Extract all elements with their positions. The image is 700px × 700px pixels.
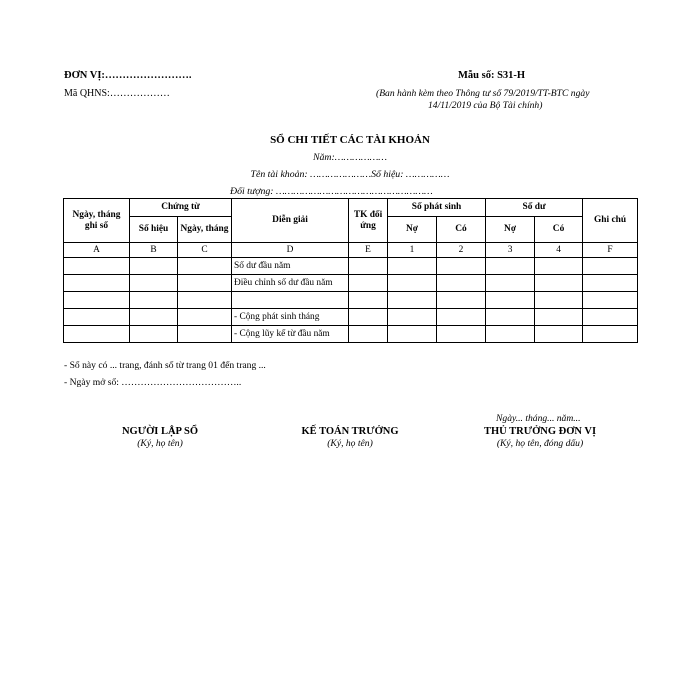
year-line: Năm:………………	[312, 152, 388, 163]
signature-hint: (Ký, họ tên)	[137, 438, 183, 449]
signature-hint: (Ký, họ tên, đóng dấu)	[496, 438, 584, 449]
ledger-table	[63, 198, 638, 343]
row-description: Số dư đầu năm	[232, 258, 349, 275]
header-balance-debit: Nợ	[486, 217, 535, 243]
object-line: Đối tượng: ………………………………………………	[230, 186, 433, 197]
column-code: A	[64, 243, 130, 258]
header-description: Diễn giải	[232, 199, 349, 243]
row-description: - Cộng lũy kế từ đầu năm	[232, 326, 349, 343]
header-date: Ngày, tháng ghi sổ	[64, 199, 130, 243]
signature-preparer	[60, 426, 260, 449]
column-code-row	[64, 243, 638, 258]
column-code: D	[232, 243, 349, 258]
pages-note: - Sổ này có ... trang, đánh số từ trang 01 đến trang ...	[64, 360, 266, 371]
column-code: F	[583, 243, 638, 258]
table-row	[64, 309, 638, 326]
column-code: 1	[388, 243, 437, 258]
header-note: Ghi chú	[583, 199, 638, 243]
column-code: B	[130, 243, 178, 258]
header-arising-debit: Nợ	[388, 217, 437, 243]
row-description	[232, 292, 349, 309]
table-row	[64, 292, 638, 309]
page-title: SỔ CHI TIẾT CÁC TÀI KHOẢN	[270, 134, 430, 146]
signature-head	[440, 426, 640, 449]
qhns-label: Mã QHNS:………………	[64, 88, 170, 99]
table-row	[64, 258, 638, 275]
column-code: E	[349, 243, 388, 258]
unit-label: ĐƠN VỊ:…………………….	[64, 70, 192, 81]
signature-hint: (Ký, họ tên)	[327, 438, 373, 449]
column-code: 3	[486, 243, 535, 258]
header-balance-credit: Có	[535, 217, 583, 243]
header-arising: Số phát sinh	[388, 199, 486, 217]
account-line: Tên tài khoản: …………………Số hiệu: ……………	[250, 169, 450, 180]
column-code: 4	[535, 243, 583, 258]
header-voucher: Chứng từ	[130, 199, 232, 217]
form-code: Mẫu số: S31-H	[458, 70, 526, 81]
row-description: - Cộng phát sinh tháng	[232, 309, 349, 326]
signature-chief-accountant	[250, 426, 450, 449]
signature-role: KẾ TOÁN TRƯỞNG	[301, 426, 399, 437]
header-voucher-date: Ngày, tháng	[178, 217, 232, 243]
signature-date-line: Ngày... tháng... năm...	[496, 413, 581, 424]
issued-note-line1: (Ban hành kèm theo Thông tư số 79/2019/TT-BTC ngày	[376, 88, 590, 99]
table-row	[64, 275, 638, 292]
row-description: Điều chỉnh số dư đầu năm	[232, 275, 349, 292]
header-arising-credit: Có	[437, 217, 486, 243]
column-code: C	[178, 243, 232, 258]
header-balance: Số dư	[486, 199, 583, 217]
header-contra-account: TK đối ứng	[349, 199, 388, 243]
open-date-note: - Ngày mở sổ: ………………………………..	[64, 377, 242, 388]
issued-note-line2: 14/11/2019 của Bộ Tài chính)	[428, 100, 543, 111]
signature-role: NGƯỜI LẬP SỔ	[121, 426, 199, 437]
column-code: 2	[437, 243, 486, 258]
header-voucher-no: Số hiệu	[130, 217, 178, 243]
table-row	[64, 326, 638, 343]
signature-role: THỦ TRƯỞNG ĐƠN VỊ	[483, 426, 597, 437]
